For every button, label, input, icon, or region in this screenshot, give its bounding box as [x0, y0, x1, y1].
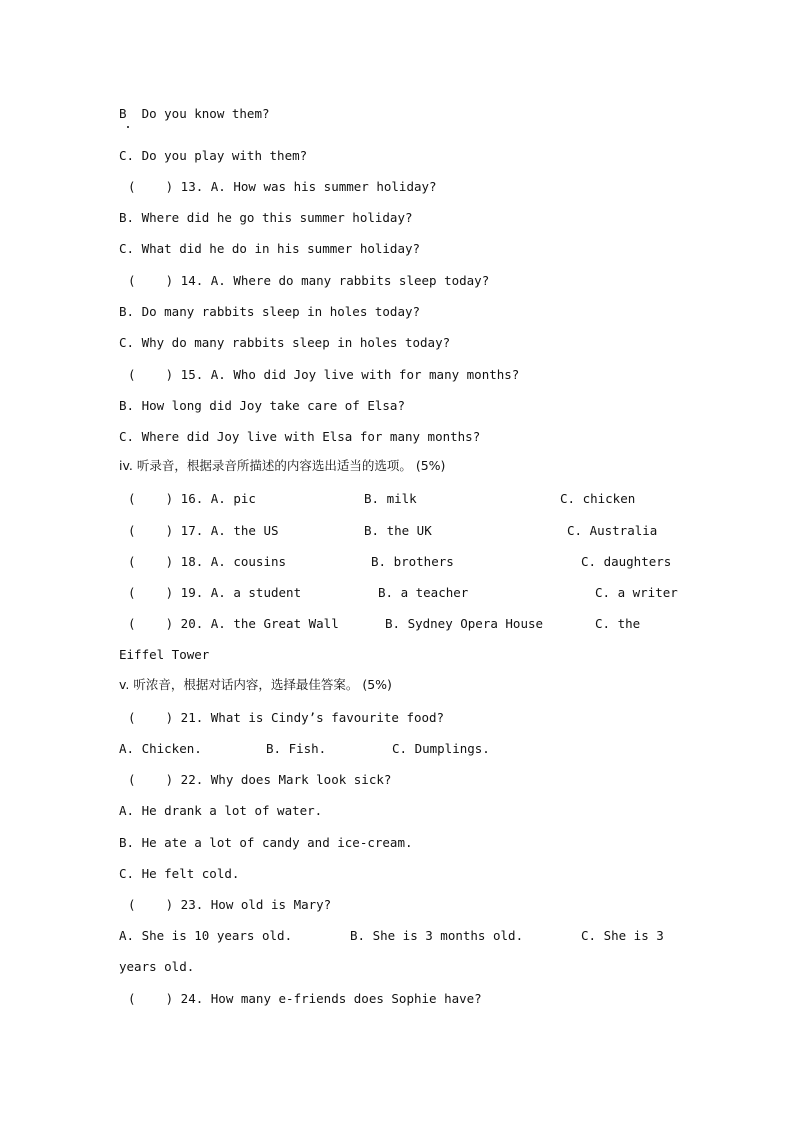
q22-option-a: A. He drank a lot of water.: [119, 803, 323, 818]
q12-option-c: C. Do you play with them?: [119, 148, 308, 163]
q22-option-b: B. He ate a lot of candy and ice-cream.: [119, 835, 413, 850]
q16-option-b: B. milk: [364, 491, 417, 506]
q20-option-c: C. the: [595, 616, 641, 631]
section-v-title: v. 听浓音，根据对话内容，选择最佳答案。 (5%): [119, 677, 392, 692]
q13-option-b: B. Where did he go this summer holiday?: [119, 210, 413, 225]
section-iv-title: iv. 听录音，根据录音所描述的内容选出适当的选项。 (5%): [119, 458, 446, 473]
q16-stem: ( ) 16. A. pic: [128, 491, 256, 506]
q18-option-b: B. brothers: [371, 554, 454, 569]
q16-option-c: C. chicken: [560, 491, 636, 506]
q14-stem: ( ) 14. A. Where do many rabbits sleep today?: [128, 273, 490, 288]
q23-option-a: A. She is 10 years old.: [119, 928, 293, 943]
q14-option-b: B. Do many rabbits sleep in holes today?: [119, 304, 421, 319]
q12-option-b: B Do you know them?: [119, 106, 270, 121]
q19-option-b: B. a teacher: [378, 585, 469, 600]
q17-option-c: C. Australia: [567, 523, 658, 538]
q23-option-c: C. She is 3: [581, 928, 664, 943]
q18-stem: ( ) 18. A. cousins: [128, 554, 287, 569]
q20-option-b: B. Sydney Opera House: [385, 616, 544, 631]
q19-option-c: C. a writer: [595, 585, 678, 600]
q23-option-b: B. She is 3 months old.: [350, 928, 524, 943]
q22-option-c: C. He felt cold.: [119, 866, 240, 881]
q21-stem: ( ) 21. What is Cindy’s favourite food?: [128, 710, 445, 725]
q23-option-c-wrap: years old.: [119, 959, 195, 974]
q19-stem: ( ) 19. A. a student: [128, 585, 302, 600]
q18-option-c: C. daughters: [581, 554, 672, 569]
q15-option-c: C. Where did Joy live with Elsa for many months?: [119, 429, 481, 444]
q22-stem: ( ) 22. Why does Mark look sick?: [128, 772, 392, 787]
q13-stem: ( ) 13. A. How was his summer holiday?: [128, 179, 437, 194]
q15-option-b: B. How long did Joy take care of Elsa?: [119, 398, 405, 413]
q21-option-b: B. Fish.: [266, 741, 327, 756]
q17-option-b: B. the UK: [364, 523, 432, 538]
q23-stem: ( ) 23. How old is Mary?: [128, 897, 332, 912]
q17-stem: ( ) 17. A. the US: [128, 523, 279, 538]
q21-option-c: C. Dumplings.: [392, 741, 490, 756]
q13-option-c: C. What did he do in his summer holiday?: [119, 241, 421, 256]
q21-option-a: A. Chicken.: [119, 741, 202, 756]
q14-option-c: C. Why do many rabbits sleep in holes today?: [119, 335, 451, 350]
q15-stem: ( ) 15. A. Who did Joy live with for many months?: [128, 367, 520, 382]
stray-dot: [127, 126, 129, 128]
q20-option-c-wrap: Eiffel Tower: [119, 647, 210, 662]
q20-stem: ( ) 20. A. the Great Wall: [128, 616, 339, 631]
q24-stem: ( ) 24. How many e-friends does Sophie have?: [128, 991, 482, 1006]
